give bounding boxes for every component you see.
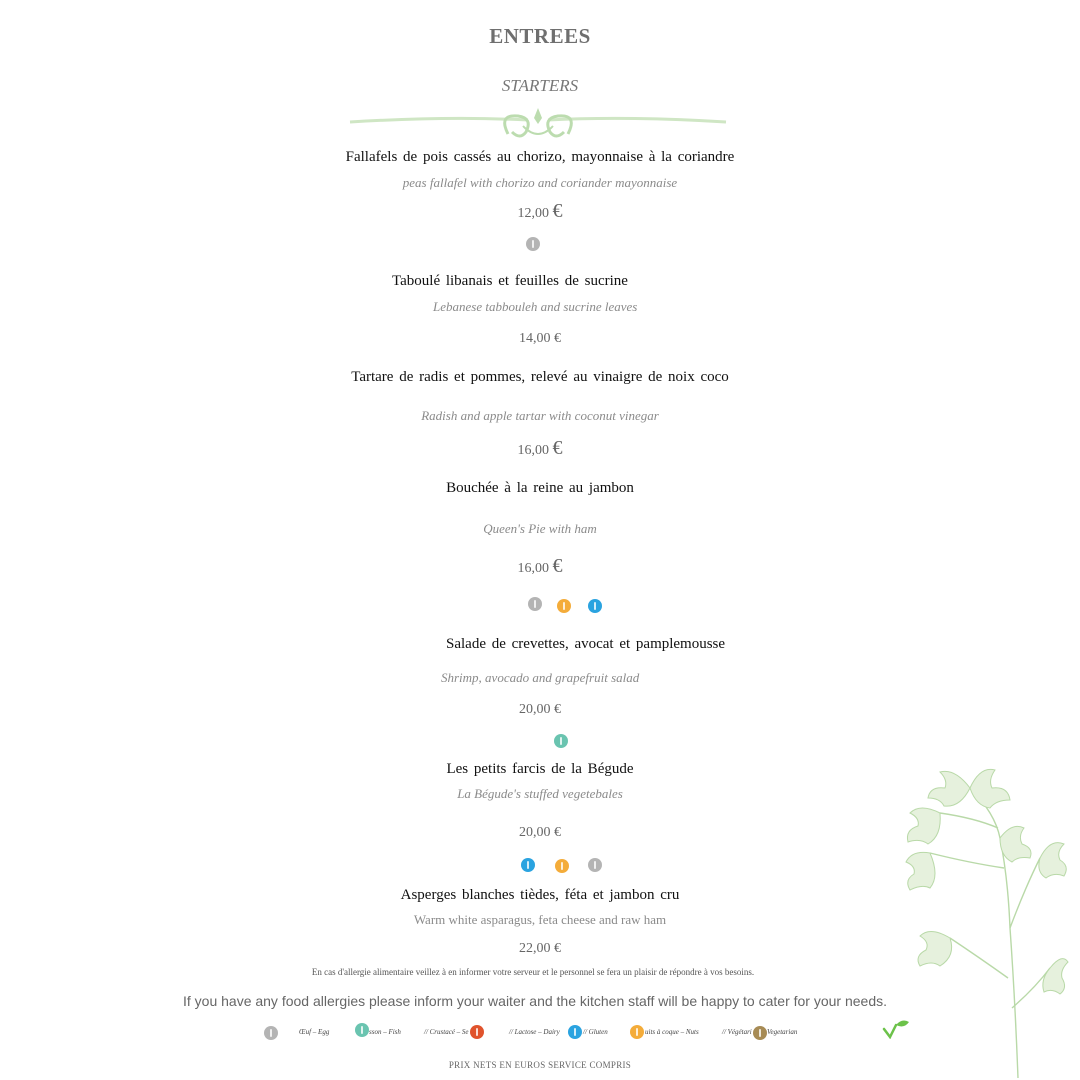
legend-nuts: uits à coque – Nuts [645, 1028, 699, 1036]
dish-4-name: Bouchée à la reine au jambon [446, 480, 634, 496]
gluten-icon [521, 858, 535, 872]
page-subtitle: STARTERS [501, 76, 579, 95]
dish-7-description: Warm white asparagus, feta cheese and raw ham [413, 912, 667, 927]
dish-6-price: 20,00 € [519, 825, 561, 840]
dish-4-description: Queen's Pie with ham [483, 521, 597, 536]
dish-1-description: peas fallafel with chorizo and coriander mayonnaise [402, 175, 678, 190]
dish-3-price-value: 16,00 [517, 443, 549, 458]
dish-5-name: Salade de crevettes, avocat et pamplemousse [446, 636, 726, 652]
nuts-icon [555, 859, 569, 873]
dish-3-currency: € [552, 437, 563, 459]
egg-icon [528, 597, 542, 611]
dish-4-currency: € [552, 555, 563, 577]
gluten-icon [568, 1025, 582, 1039]
fish-icon [554, 734, 568, 748]
dish-6-name: Les petits farcis de la Bégude [446, 761, 634, 777]
dish-2-name: Taboulé libanais et feuilles de sucrine [392, 273, 628, 289]
page-title: ENTREES [489, 24, 591, 48]
dish-7-name: Asperges blanches tièdes, féta et jambon cru [400, 887, 680, 903]
dish-1-name: Fallafels de pois cassés au chorizo, mayonnaise à la coriandre [345, 149, 735, 165]
nuts-icon [557, 599, 571, 613]
allergy-note-fr: En cas d'allergie alimentaire veillez à en informer votre serveur et le personnel se fera un plaisir de répondre à vos besoins. [311, 967, 755, 977]
dish-4-price [0, 555, 1080, 578]
ornament-divider [348, 104, 728, 144]
dish-1-currency: € [552, 200, 563, 222]
shellfish-icon [470, 1025, 484, 1039]
egg-icon [588, 858, 602, 872]
dish-2-description: Lebanese tabbouleh and sucrine leaves [433, 299, 638, 314]
dish-3-price [0, 437, 1080, 460]
dish-1-price-value: 12,00 [517, 206, 549, 221]
nuts-icon [630, 1025, 644, 1039]
egg-icon [264, 1026, 278, 1040]
dish-6-description: La Bégude's stuffed vegetebales [457, 786, 623, 801]
gluten-icon [588, 599, 602, 613]
dish-3-description: Radish and apple tartar with coconut vinegar [421, 408, 659, 423]
footer-note: PRIX NETS EN EUROS SERVICE COMPRIS [448, 1060, 632, 1070]
legend-vegetarian-en: Vegetarian [767, 1028, 798, 1036]
egg-icon [526, 237, 540, 251]
allergy-note-en: If you have any food allergies please inform your waiter and the kitchen staff will be happy to cater for your needs. [182, 993, 888, 1009]
dish-2-price: 14,00 € [519, 331, 561, 346]
dish-1-price [0, 200, 1080, 223]
dish-5-price: 20,00 € [519, 702, 561, 717]
parsley-illustration [900, 758, 1070, 1080]
dish-3-name: Tartare de radis et pommes, relevé au vinaigre de noix coco [351, 369, 729, 385]
dish-4-price-value: 16,00 [517, 561, 549, 576]
legend-shellfish: // Crustacé – Se [424, 1028, 469, 1036]
legend-egg: Œuf – Egg [299, 1028, 330, 1036]
legend-fish: sson – Fish [369, 1028, 401, 1036]
fish-icon [355, 1023, 369, 1037]
legend-dairy: // Lactose – Dairy [509, 1028, 560, 1036]
vegetarian-icon [753, 1026, 767, 1040]
dish-5-description: Shrimp, avocado and grapefruit salad [441, 670, 640, 685]
dish-7-price: 22,00 € [519, 941, 561, 956]
legend-gluten: // Gluten [583, 1028, 608, 1036]
legend-vegetarian-fr: // Végétari [722, 1028, 752, 1036]
